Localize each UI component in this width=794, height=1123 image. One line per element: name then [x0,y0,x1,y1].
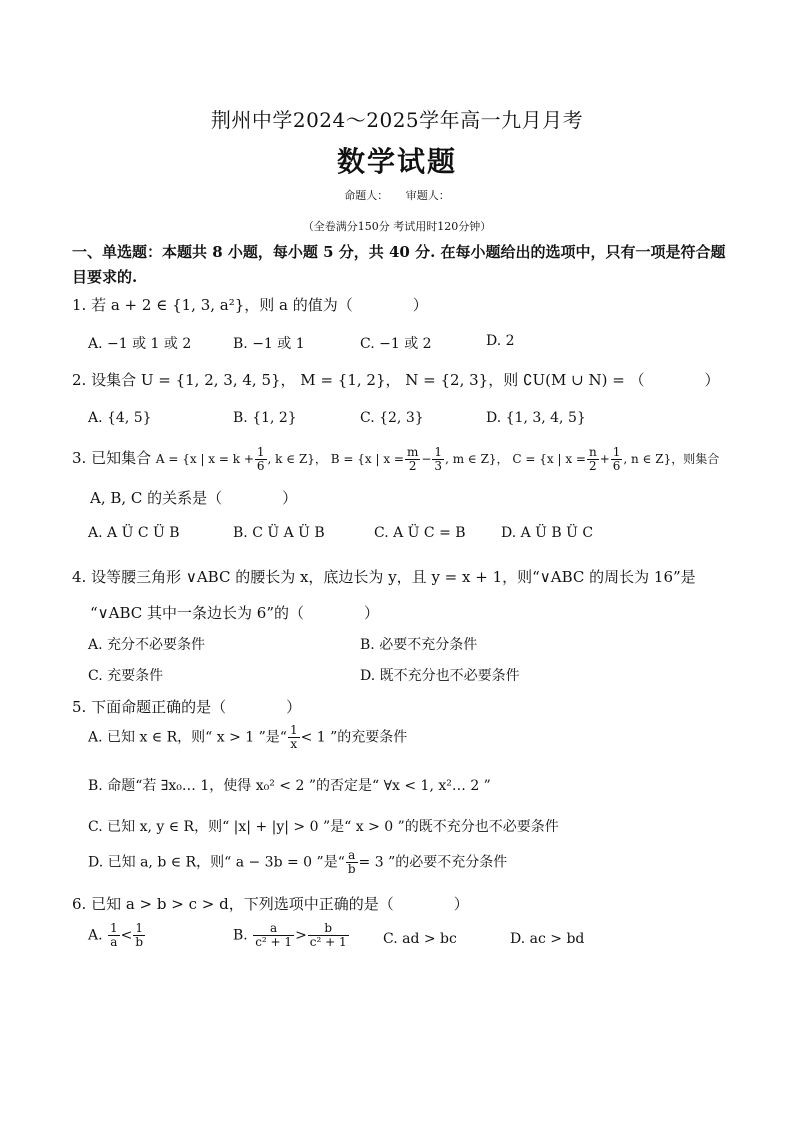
q5-option-a-left: A. 已知 x ∈ R，则“ x > 1 ”是“ [88,729,287,746]
q5-option-a-right: < 1 ”的充要条件 [300,729,408,746]
question-5: 5. 下面命题正确的是（ ） [72,698,302,716]
q5-option-d-left: D. 已知 a, b ∈ R，则“ a − 3b = 0 ”是“ [88,854,345,871]
q1-option-d: D. 2 [486,333,515,349]
q6-option-a-num2: 1 [133,922,145,936]
q3-set-a-right: , k ∈ Z}， [267,452,327,466]
q6-option-c: C. ad > bc [383,931,457,947]
q5-option-a-num: 1 [289,723,298,737]
q3-frac-a [255,446,267,473]
q3-set-b-op: − [421,452,432,466]
q5-option-d-num: a [346,849,358,863]
q6-option-b [233,922,350,949]
q4-option-b: B. 必要不充分条件 [360,637,478,653]
question-4: 4. 设等腰三角形 ∨ABC 的腰长为 x，底边长为 y，且 y = x + 1，则“∨ABC 的周长为 16”是 [72,568,696,586]
q6-option-a-den2: b [135,935,144,949]
question-6: 6. 已知 a > b > c > d，下列选项中正确的是（ ） [72,895,469,913]
q3-frac-a-den: 6 [256,459,265,473]
q5-option-d-right: = 3 ”的必要不充分条件 [358,854,508,871]
question-3 [72,446,752,473]
q3-set-b-right: , m ∈ Z}， [445,452,509,466]
q6-option-b-label: B. [233,927,248,944]
q5-option-d-den: b [347,862,356,876]
q3-option-c: C. A Ü C = B [374,525,466,541]
q6-option-a-num1: 1 [110,921,118,935]
q6-option-a-den1: a [110,935,118,949]
q6-option-a-frac1 [108,922,120,949]
q6-option-a-frac2 [133,922,145,949]
q3-set-c-left: C = {x | x = [512,452,586,466]
q6-option-a-label: A. [88,927,103,944]
q6-option-b-frac2 [308,922,349,949]
q2-option-a: A. {4, 5} [88,410,152,426]
q5-option-b: B. 命题“若 ∃x₀… 1，使得 x₀² < 2 ”的否定是“ ∀x < 1, x²… 2 ” [88,778,491,794]
q3-frac-b1-den: 2 [408,459,417,473]
q2-option-c: C. {2, 3} [360,410,424,426]
q6-option-a-op: < [120,927,133,944]
q4-option-c: C. 充要条件 [88,668,164,684]
q6-option-b-num1: a [253,922,294,936]
q3-set-c-op: + [599,452,610,466]
q5-option-d [88,849,507,876]
question-1: 1. 若 a + 2 ∈ {1, 3, a²}，则 a 的值为（ ） [72,296,428,314]
q3-frac-c1-num: n [588,445,597,459]
q3-frac-c2-den: 6 [612,459,621,473]
q5-option-a [88,724,407,751]
q1-option-a: A. −1 或 1 或 2 [88,336,192,352]
q3-frac-b1 [405,446,420,473]
q3-frac-c1-den: 2 [589,459,597,473]
q3-set-b [330,445,513,473]
q5-option-a-den: x [290,737,298,751]
q3-set-a-left: A = {x | x = k + [155,452,254,466]
q3-set-c [512,445,720,473]
question-2: 2. 设集合 U = {1, 2, 3, 4, 5}， M = {1, 2}， N = {2, 3}，则 ∁U(M ∪ N) = （ ） [72,371,720,389]
q3-prefix: 3. 已知集合 [72,449,152,467]
q4-option-a: A. 充分不必要条件 [88,637,206,653]
question-3-line2: A, B, C 的关系是（ ） [90,489,298,507]
q3-frac-a-num: 1 [256,445,265,459]
q6-option-b-op: > [295,927,307,944]
q4-option-d: D. 既不充分也不必要条件 [360,668,520,684]
q5-option-d-frac [346,849,358,876]
subject-title: 数学试题 [336,145,457,178]
q3-frac-b2-den: 3 [434,459,443,473]
exam-meta: （全卷满分150分 考试用时120分钟） [302,220,492,233]
q3-option-b: B. C Ü A Ü B [233,525,325,541]
q3-set-c-right: , n ∈ Z}，则集合 [623,452,720,466]
q5-option-a-frac [288,724,300,751]
q6-option-b-den2: c² + 1 [309,935,347,949]
section-heading: 一、单选题：本题共 8 小题，每小题 5 分，共 40 分. 在每小题给出的选项中，只有一项是符合题目要求的. [72,243,726,286]
q6-option-b-num2: b [308,922,349,936]
q3-frac-c2 [611,446,623,473]
q2-option-d: D. {1, 3, 4, 5} [486,410,586,426]
q1-option-c: C. −1 或 2 [360,336,432,352]
q3-frac-c1 [587,446,599,473]
q2-option-b: B. {1, 2} [233,410,297,426]
question-4-line2: “∨ABC 其中一条边长为 6”的（ ） [90,604,380,622]
exam-title: 荆州中学2024～2025学年高一九月月考 [210,108,584,132]
q1-option-b: B. −1 或 1 [233,336,305,352]
q6-option-a [88,922,146,949]
authors-line: 命题人： 审题人： [344,189,450,202]
q6-option-d: D. ac > bd [510,931,585,947]
q3-option-d: D. A Ü B Ü C [501,525,594,541]
q3-option-a: A. A Ü C Ü B [88,525,180,541]
q3-set-b-left: B = {x | x = [330,452,404,466]
q3-frac-c2-num: 1 [612,445,621,459]
q3-set-a [155,445,331,473]
q6-option-b-frac1 [253,922,294,949]
q3-frac-b1-num: m [406,445,419,459]
q5-option-c: C. 已知 x, y ∈ R，则“ |x| + |y| > 0 ”是“ x > 0 ”的既不充分也不必要条件 [88,819,559,835]
q3-frac-b2-num: 1 [434,445,443,459]
q3-frac-b2 [432,446,444,473]
q6-option-b-den1: c² + 1 [255,935,293,949]
